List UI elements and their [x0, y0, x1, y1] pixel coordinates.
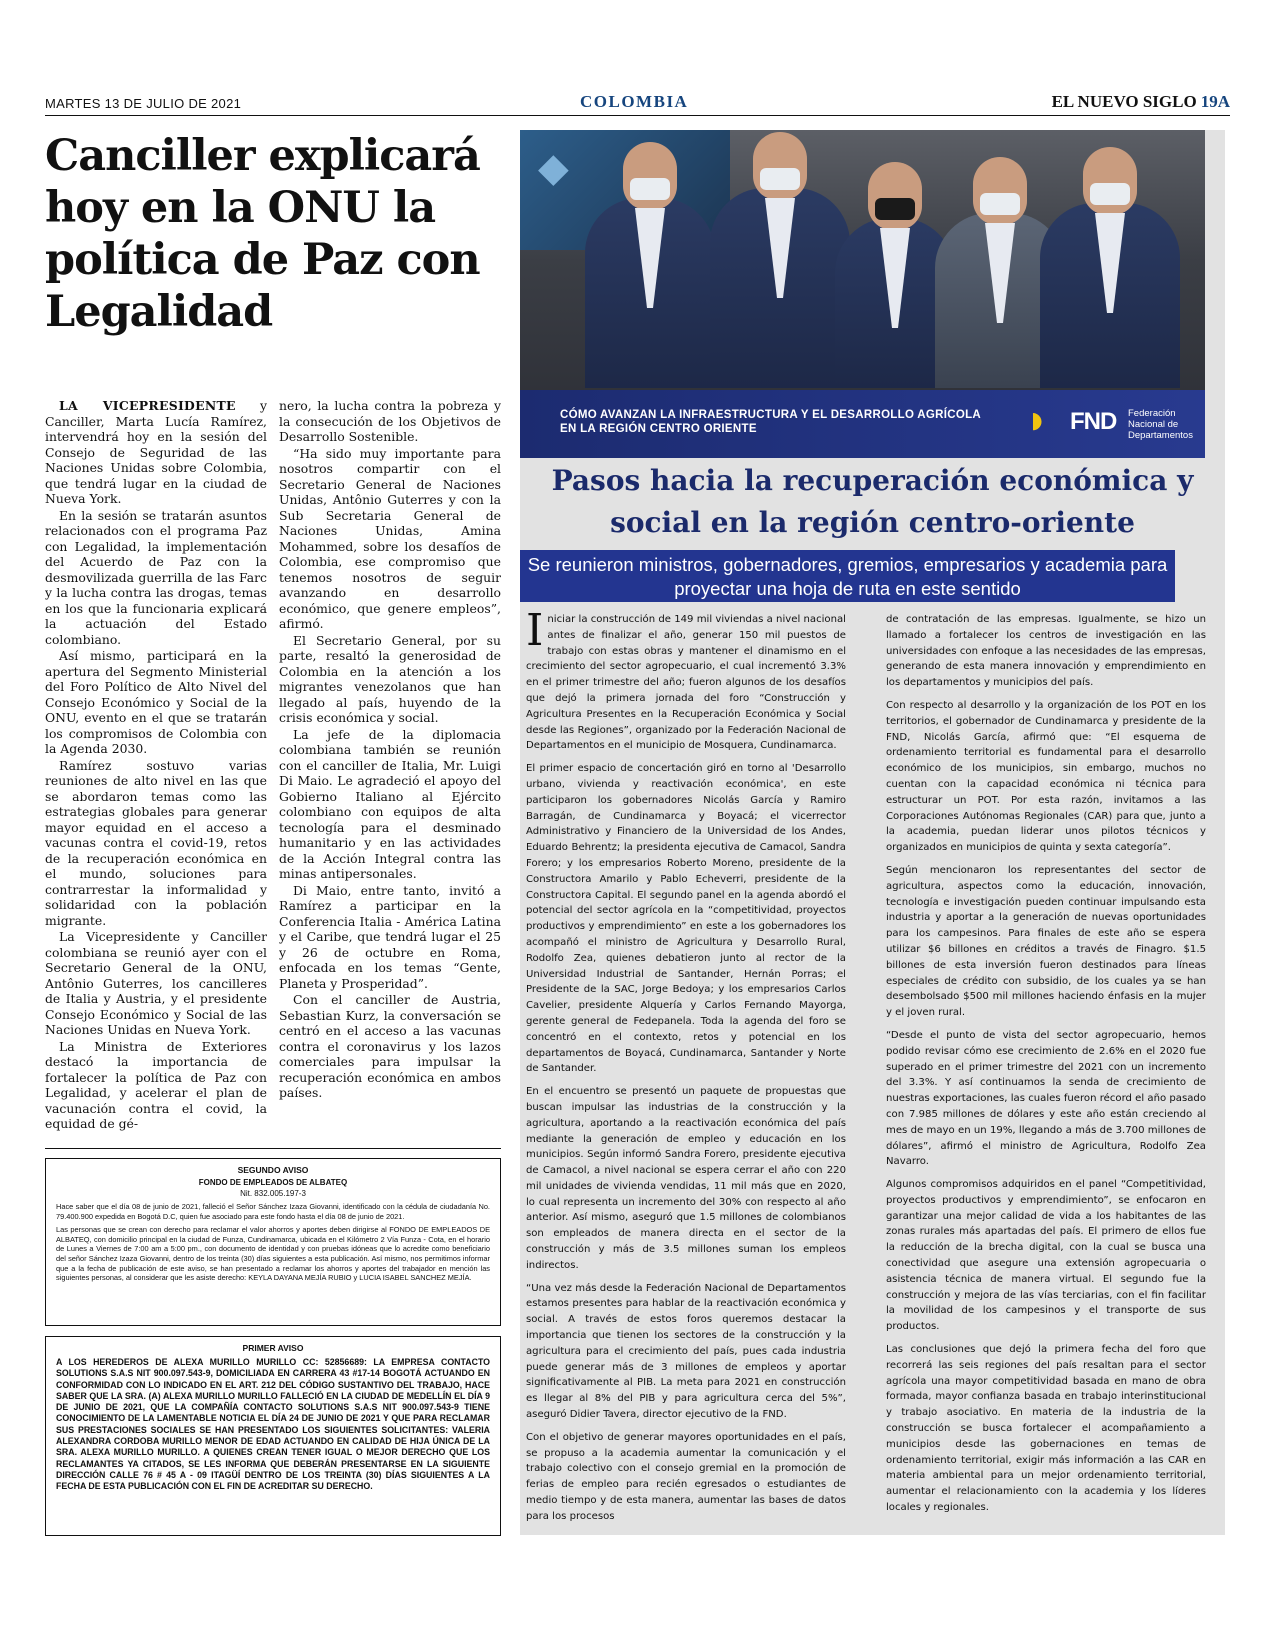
paragraph: Según mencionaron los representantes del sector de agricultura, aspectos como la educación, innovación, tecnología e investigación pueden continuar impulsando esta industria y aportar a la generación de nuevas oportunidades para los campesinos. Para finales de este año se espera utilizar $6 billones en créditos a través de Finagro. $1.5 billones de esta inversión fueron destinados para líneas especiales de crédito con subsidio, de los cuales ya se han desembolsado $500 mil millones haciendo énfasis en la mujer y el joven rural. — [886, 864, 1206, 1019]
paragraph: El primer espacio de concertación giró en torno al 'Desarrollo urbano, vivienda y reactivación económica', en este participaron los gobernadores Nicolás García y Ramiro Barragán, de Cundinamarca y Boyacá; el vicerrector Administrativo y Financiero de la Universidad de los Andes, Eduardo Behrentz; la presidenta ejecutiva de Camacol, Sandra Forero; y los empresarios Roberto Moreno, presidente de la Constructora Amarilo y Pablo Echeverri, presidente de la Constructora Capital. El segundo panel en la agenda abordó el potencial del sector agrícola en la “competitividad, proyectos productivos y emprendimiento” en este a los gobernadores los acompañó el ministro de Agricultura y Desarrollo Rural, Rodolfo Zea, quienes debatieron junto al rector de la Universidad Industrial de Santander, Hernán Porras; el Presidente de la SAC, Jorge Bedoya; y los empresarios Carlos Cavelier, presidente Alquería y Carlos Fernando Mayorga, gerente general de Fedepanela. Toda la agenda del foro se concentró en el contexto, retos y potencial en los departamentos de Boyacá, Cundinamarca, Santander y Norte de Santander. — [526, 763, 846, 1075]
right-deck: Se reunieron ministros, gobernadores, gremios, empresarios y academia para proyectar una hoja de ruta en este sentido — [520, 550, 1175, 602]
left-column-2 — [279, 398, 501, 1153]
paragraph: de contratación de las empresas. Igualmente, se hizo un llamado a fortalecer los centros de investigación en las universidades con enfoque a las necesidades de las empresas, generando de esta manera innovación y emprendimiento en los departamentos y municipios del país. — [886, 614, 1206, 689]
paragraph: La Vicepresidente y Canciller colombiana se reunió ayer con el Secretario General de la ONU, Antônio Guterres, los cancilleres de Italia y Austria, y el presidente Consejo Económico y Social de las Naciones Unidas en Nueva York. — [45, 929, 267, 1037]
paragraph: “Desde el punto de vista del sector agropecuario, hemos podido revisar cómo ese crecimiento de 2.6% en el 2020 fue superado en el primer trimestre del 2021 con un incremento del 3.3%. Y así continuamos la senda de crecimiento de nuestras exportaciones, las cuales fueron récord el año pasado con 7.985 millones de dólares y este año están creciendo al mes de mayo en un 19%, llegando a más de 3.700 millones de dólares”, afirmó el ministro de Agricultura, Rodolfo Zea Navarro. — [886, 1029, 1206, 1168]
paragraph: Así mismo, participará en la apertura del Segmento Ministerial del Foro Político de Alto Nivel del Consejo Económico y Social de la ONU, evento en el que se tratarán los compromisos de Colombia con la Agenda 2030. — [45, 648, 267, 756]
paragraph: “Una vez más desde la Federación Nacional de Departamentos estamos presentes para hablar de la reactivación económica y social. A través de estos foros queremos destacar la importancia que tienen los sectores de la construcción y la agricultura para el crecimiento del país, pues cada industria puede generar más de 3 millones de empleos y aportar significativamente al PIB. La meta para 2021 en construcción es llegar al 8% del PIB y para agricultura cerca del 5%”, aseguró Didier Tavera, director ejecutivo de la FND. — [526, 1282, 846, 1421]
person — [710, 188, 850, 388]
notice-title: PRIMER AVISO — [242, 1343, 304, 1353]
paragraph: Con el objetivo de generar mayores oportunidades en el país, se propuso a la academia aumentar la comunicación y el trabajo colectivo con el consejo gremial en la promoción de ferias de empleo para recién egresados o estudiantes de medio tiempo y de esta manera, aumentar las bases de datos para los procesos — [526, 1431, 846, 1522]
paragraph: La Ministra de Exteriores destacó la importancia de fortalecer la política de Paz con Legalidad, y acelerar el plan de vacunación contra el covid, la equidad de gé- — [45, 1038, 267, 1131]
paragraph: En la sesión se tratarán asuntos relacionados con el programa Paz con Legalidad, la implementación del Acuerdo de Paz con la desmovilizada guerrilla de las Farc y la lucha contra las drogas, temas en los que la funcionaria explicará la actuación del Estado colombiano. — [45, 507, 267, 647]
paragraph: Ramírez sostuvo varias reuniones de alto nivel en las que se abordaron temas como las estrategias globales para generar mayor equidad en el acceso a vacunas contra el covid-19, retos de la recuperación económica en el mundo, soluciones para contrarrestar la informalidad y solidaridad con la población migrante. — [45, 757, 267, 928]
issue-date: MARTES 13 DE JULIO DE 2021 — [45, 96, 242, 111]
lead-in: LA VICEPRESIDENTE — [59, 398, 236, 413]
banner-text: CÓMO AVANZAN LA INFRAESTRUCTURA Y EL DESARROLLO AGRÍCOLA EN LA REGIÓN CENTRO ORIENTE — [560, 409, 981, 435]
fnd-logo: FND — [1070, 408, 1117, 435]
right-headline: Pasos hacia la recuperación económica y social en la región centro-oriente — [551, 464, 1194, 539]
paragraph — [45, 398, 267, 507]
page-header — [45, 92, 1230, 114]
left-columns — [45, 398, 501, 1153]
notice-text: Las personas que se crean con derecho para reclamar el valor ahorros y aportes deben dirigirse al FONDO DE EMPLEADOS DE ALBATEQ, con domicilio principal en la ciudad de Funza, Cundinamarca, ubicada en el Kilómetro 2 Vía Funza - Cota, en el horario de Lunes a Viernes de 7:00 am a 5:00 pm., con documento de identidad y con pruebas idóneas que lo acredite como beneficiario del señor Sánchez Izaza Giovanni, dentro de los treinta (30) días siguientes a esta publicación. Así mismo, nos permitimos informar que a la fecha de publicación de este aviso, se han presentado a reclamar los ahorros y aportes del trabajador en mención las siguientes personas, al considerar que les asiste derecho: KEYLA DAYANA MEJÍA RUBIO y LUCIA ISABEL SANCHEZ MEJÍA. — [56, 1225, 490, 1283]
shirt — [880, 228, 910, 328]
left-column-1 — [45, 398, 267, 1153]
article-photo — [520, 130, 1205, 458]
right-column-2 — [886, 612, 1206, 1530]
right-article — [520, 130, 1225, 1535]
header-rule — [45, 115, 1230, 116]
paragraph: Con el canciller de Austria, Sebastian Kurz, la conversación se centró en el acceso a las vacunas contra el coronavirus y los lazos comerciales para impulsar la recuperación económica en ambos países. — [279, 992, 501, 1100]
paragraph: Algunos compromisos adquiridos en el panel “Competitividad, proyectos productivos y emprendimiento”, se enfocaron en garantizar una mejor calidad de vida a los habitantes de las zonas rurales más apartadas del país. El primero de ellos fue la reducción de la brecha digital, con la cual se busca una conectividad que asegure una extensión agropecuaria o asistencia técnica de manera virtual. El segundo fue la construcción y mejora de las vías terciarias, con el fin facilitar la movilidad de los campesinos y el transporte de sus productos. — [886, 1179, 1206, 1333]
paragraph: El Secretario General, por su parte, resaltó la generosidad de Colombia en la atención a los migrantes venezolanos que han llegado al país, huyendo de la crisis económica y social. — [279, 632, 501, 725]
paragraph: Di Maio, entre tanto, invitó a Ramírez a participar en la Conferencia Italia - América Latina y el Caribe, que tendrá lugar el 25 y 26 de octubre en Roma, enfocada en los temas “Gente, Planeta y Prosperidad”. — [279, 882, 501, 991]
face-mask — [630, 178, 670, 200]
shirt — [635, 208, 665, 308]
notice-nit: Nit. 832.005.197-3 — [240, 1189, 306, 1198]
notice-org: FONDO DE EMPLEADOS DE ALBATEQ — [198, 1178, 348, 1187]
screen-logo-icon: ◆ — [538, 145, 569, 191]
drop-cap: I — [526, 612, 544, 656]
face-mask — [760, 168, 800, 190]
notice-title: SEGUNDO AVISO — [237, 1165, 309, 1175]
notice-text: Hace saber que el día 08 de junio de 2021, falleció el Señor Sánchez Izaza Giovanni, identificado con la cédula de ciudadanía No. 79.400.900 expedida en Bogotá D.C, quien fue asociado para este fondo hasta el día 08 de junio de 2021. — [56, 1202, 490, 1221]
paragraph: Con respecto al desarrollo y la organización de los POT en los territorios, el gobernador de Cundinamarca y presidente de la FND, Nicolás García, afirmó que: “El esquema de ordenamiento territorial es fundamental para el desarrollo económico de los municipios, sin embargo, muchos no cuentan con la capacidad económica ni técnica para estructurar un POT. Por esta razón, invitamos a las Corporaciones Autónomas Regionales (CAR) para que, junto a la academia, puedan liderar unos pilotos técnicos y organizados en municipios de quinta y sexta categoría”. — [886, 699, 1206, 854]
fnd-logo-subtitle: Federación Nacional de Departamentos — [1128, 408, 1193, 441]
article-rule — [45, 1148, 501, 1149]
right-columns — [526, 612, 1206, 1530]
face-mask — [980, 193, 1020, 215]
paragraph-text: niciar la construcción de 149 mil viviendas a nivel nacional antes de finalizar el año, generar 150 mil puestos de trabajo con estas obras y mantener el dinamismo en el crecimiento del sector agropecuario, el cual incrementó 3.3% en el primer trimestre del año; fueron algunos de los desafíos que dejó la primera jornada del foro “Construcción y Agricultura Presentes en la Recuperación Económica y Social desde las Regiones”, organizado por la Federación Nacional de Departamentos en el municipio de Mosquera, Cundinamarca. — [526, 614, 846, 752]
paragraph: Las conclusiones que dejó la primera fecha del foro que recorrerá las seis regiones del país resaltan para el sector agrícola una mayor competitividad basada en mano de obra formada, mayor confianza basada en trabajo interinstitucional y trabajo asociativo. En materia de la industria de la construcción se busca fortalecer el acompañamiento a municipios desde las gobernaciones en temas de ordenamiento territorial, exigir más información a las CAR en materia ambiental para un mejor ordenamiento territorial, aumentar el relacionamiento con la academia y los líderes locales y regionales. — [886, 1344, 1206, 1514]
paper-title: EL NUEVO SIGLO — [1051, 92, 1197, 111]
paper-name — [1052, 92, 1230, 112]
shirt — [765, 198, 795, 298]
left-article — [45, 130, 501, 1153]
notice-text: A LOS HEREDEROS DE ALEXA MURILLO MURILLO CC: 52856689: LA EMPRESA CONTACTO SOLUTIONS S.A.S NIT 900.097.543-9, DOMICILIADA EN CARRERA 43 #17-14 BOGOTÁ ACTUANDO EN CONFORMIDAD CON LO INDICADO EN EL ART. 212 DEL CÓDIGO SUSTANTIVO DEL TRABAJO, HACE SABER QUE LA SRA. (A) ALEXA MURILLO MURILLO FALLECIÓ EN LA CIUDAD DE MEDELLÍN EL DÍA 9 DE JUNIO DE 2021, QUE LA COMPAÑÍA CONTACTO SOLUTIONS S.A.S NIT 900.097.543-9 TIENE CONOCIMIENTO DE LA LAMENTABLE NOTICIA EL DÍA 24 DE JUNIO DE 2021 Y QUE PARA RECLAMAR SUS PRESTACIONES SOCIALES SE HAN PRESENTADO LOS SIGUIENTES SOLICITANTES: VALERIA ALEXANDRA CORDOBA MURILLO MENOR DE EDAD ACTUANDO EN CALIDAD DE HIJA ÚNICA DE LA SRA. ALEXA MURILLO MURILLO. A QUIENES CREAN TENER IGUAL O MEJOR DERECHO QUE LOS RECLAMANTES YA CITADOS, SE LES INFORMA QUE DEBERÁN PRESENTARSE EN LA SIGUIENTE DIRECCIÓN CALLE 76 # 45 A - 09 ITAGÜÍ DENTRO DE LOS TREINTA (30) DÍAS SIGUIENTES A LA FECHA DE ESTA PUBLICACIÓN CON EL FIN DE ACREDITAR SU DERECHO. — [56, 1357, 490, 1492]
face-mask — [1090, 183, 1130, 205]
photo-banner — [520, 390, 1205, 458]
notice-primer-aviso — [45, 1336, 501, 1536]
paragraph-text: y Canciller, Marta Lucía Ramírez, intervendrá hoy en la sesión del Consejo de Seguridad de las Naciones Unidas sobre Colombia, que tendrá lugar en la ciudad de Nueva York. — [45, 398, 267, 506]
colombia-map-icon: ◗ — [1025, 398, 1050, 442]
section-name: COLOMBIA — [580, 92, 689, 111]
right-column-1 — [526, 612, 846, 1530]
notice-segundo-aviso — [45, 1158, 501, 1326]
page-number: 19A — [1200, 92, 1230, 111]
shirt — [985, 223, 1015, 323]
paragraph: “Ha sido muy importante para nosotros compartir con el Secretario General de Naciones Unidas, Antônio Guterres y con la Sub Secretaria General de Naciones Unidas, Amina Mohammed, sobre los desafíos de Colombia, ese compromiso que tenemos nosotros de seguir avanzando en desarrollo económico, que genere empleos”, afirmó. — [279, 445, 501, 631]
paragraph: La jefe de la diplomacia colombiana también se reunión con el canciller de Italia, Mr. Luigi Di Maio. Le agradeció el apoyo del Gobierno Italiano al Ejército colombiano con equipos de alta tecnología para el desminado humanitario y en las actividades de la Acción Integral contra las minas antipersonales. — [279, 726, 501, 881]
face-mask — [875, 198, 915, 220]
shirt — [1095, 213, 1125, 313]
paragraph: nero, la lucha contra la pobreza y la consecución de los Objetivos de Desarrollo Sostenible. — [279, 398, 501, 444]
person — [585, 198, 715, 388]
person — [1040, 203, 1180, 388]
left-headline: Canciller explicará hoy en la ONU la política de Paz con Legalidad — [45, 131, 480, 337]
paragraph — [526, 612, 846, 754]
paragraph: En el encuentro se presentó un paquete de propuestas que buscan impulsar las industrias de la construcción y la agricultura, aportando a la reactivación económica del país mediante la generación de empleo y educación en los municipios. Según informó Sandra Forero, presidente ejecutiva de Camacol, a nivel nacional se espera cerrar el año con 220 mil unidades de vivienda vendidas, 11 mil más que en 2020, lo cual representa un incremento del 30% con respecto al año anterior. Así mismo, aseguró que 1.5 millones de colombianos son empleados de manera directa en el sector de la construcción y más de 3.5 millones suman los empleos indirectos. — [526, 1086, 846, 1271]
